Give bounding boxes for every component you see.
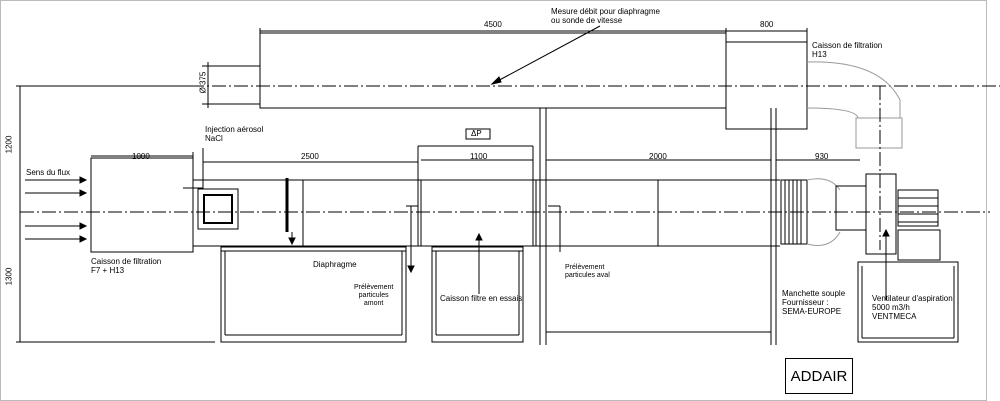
dim-1300: 1300 xyxy=(4,267,14,286)
frame-border xyxy=(1,1,987,401)
top-duct xyxy=(260,33,726,108)
dim-diameter-375: Ø 375 xyxy=(198,71,208,94)
label-manchette: Manchette souple Fournisseur : SEMA-EUROPE xyxy=(782,289,846,316)
fan-motor xyxy=(898,190,938,226)
left-filter-box xyxy=(91,158,193,252)
label-caisson-filtre: Caisson filtre en essais xyxy=(440,294,523,303)
addair-logo: ADDAIR xyxy=(785,358,853,394)
label-prelevement-amont: Prélèvement particules amont xyxy=(354,284,394,307)
fan-inlet xyxy=(836,186,866,230)
label-diaphragme: Diaphragme xyxy=(313,260,357,269)
delta-p-label: ΔP xyxy=(471,129,482,138)
dim-4500: 4500 xyxy=(484,20,502,29)
dim-930: 930 xyxy=(815,152,829,161)
label-injection: Injection aérosol NaCl xyxy=(205,125,264,143)
dim-2500: 2500 xyxy=(301,152,319,161)
dim-1000: 1000 xyxy=(132,152,150,161)
label-ventilateur: Ventilateur d'aspiration 5000 m3/h VENTMECA xyxy=(872,294,953,321)
fan-body xyxy=(866,174,896,254)
dim-1100: 1100 xyxy=(470,152,488,161)
label-prelevement-aval: Prélèvement particules aval xyxy=(565,264,610,279)
dim-800: 800 xyxy=(760,20,774,29)
dim-2000: 2000 xyxy=(649,152,667,161)
label-caisson-filtration-top: Caisson de filtration H13 xyxy=(812,41,883,59)
dim-1200: 1200 xyxy=(4,135,14,154)
label-caisson-filtration-left: Caisson de filtration F7 + H13 xyxy=(91,257,162,275)
label-mesure-debit: Mesure débit pour diaphragme ou sonde de vitesse xyxy=(551,7,660,25)
label-sens-flux: Sens du flux xyxy=(26,168,71,177)
